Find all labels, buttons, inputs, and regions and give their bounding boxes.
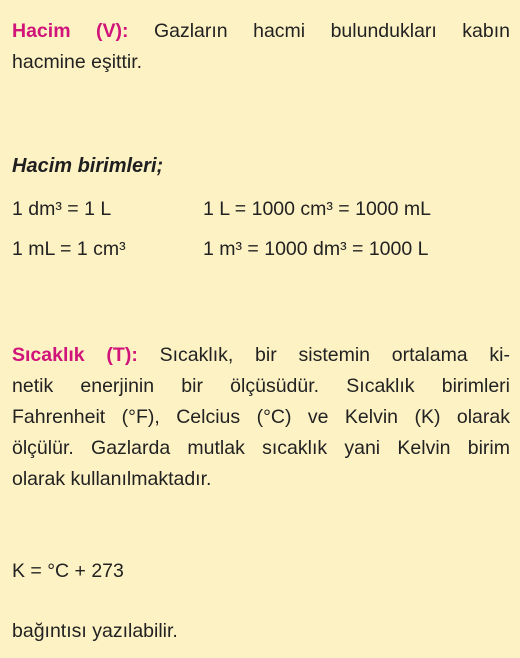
closing-text: bağıntısı yazılabilir. xyxy=(12,620,178,642)
temperature-text-line-5: olarak kullanılmaktadır. xyxy=(12,468,212,490)
unit-equation-row2-left: 1 mL = 1 cm³ xyxy=(12,238,126,260)
volume-paragraph xyxy=(12,16,510,78)
temperature-line-1 xyxy=(12,340,510,371)
temperature-text-line-1: Sıcaklık, bir sistemin ortalama ki- xyxy=(137,344,511,366)
temperature-text-line-4: ölçülür. Gazlarda mutlak sıcaklık yani Kelvin birim xyxy=(12,437,510,459)
unit-equation-row2-right: 1 m³ = 1000 dm³ = 1000 L xyxy=(203,238,429,260)
kelvin-formula: K = °C + 273 xyxy=(12,560,124,582)
volume-line-1 xyxy=(12,16,510,47)
volume-text-line-1: Gazların hacmi bulundukları kabın xyxy=(128,20,510,42)
temperature-term: Sıcaklık (T): xyxy=(12,344,138,366)
unit-equation-row1-right: 1 L = 1000 cm³ = 1000 mL xyxy=(203,198,432,220)
temperature-text-line-2: netik enerjinin bir ölçüsüdür. Sıcaklık birimleri xyxy=(12,375,510,397)
temperature-text-line-3: Fahrenheit (°F), Celcius (°C) ve Kelvin (K) olarak xyxy=(12,406,510,428)
units-heading: Hacim birimleri; xyxy=(12,155,164,177)
unit-equation-row1-left: 1 dm³ = 1 L xyxy=(12,198,112,220)
volume-text-line-2: hacmine eşittir. xyxy=(12,51,143,73)
volume-term: Hacim (V): xyxy=(12,20,129,42)
temperature-paragraph xyxy=(12,340,510,495)
